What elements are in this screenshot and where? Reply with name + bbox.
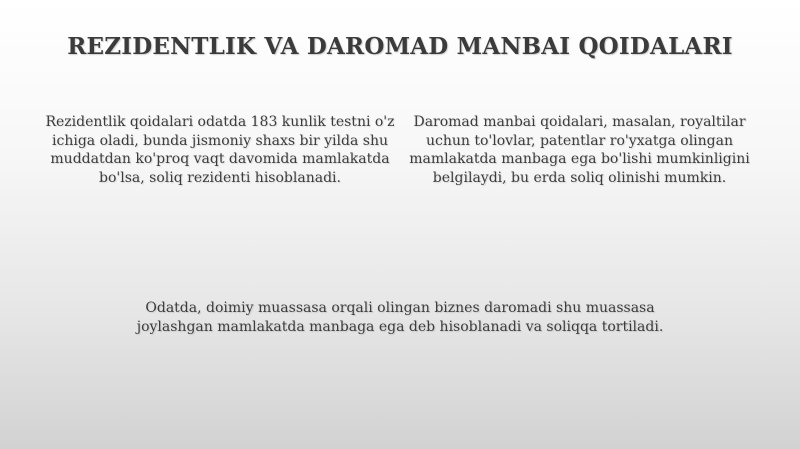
income-source-rules-text: Daromad manbai qoidalari, masalan, royaltilar uchun to'lovlar, patentlar ro'yxatga olingan mamlakatda manbaga ega bo'lishi mumkinligini belgilaydi, bu erda soliq olinishi mumkin. [409,114,750,186]
residency-rules-text: Rezidentlik qoidalari odatda 183 kunlik testni o'z ichiga oladi, bunda jismoniy shaxs bir yilda shu muddatdan ko'proq vaqt davomida mamlakatda bo'lsa, soliq rezidenti hisoblanadi. [45,114,395,186]
slide-title: REZIDENTLIK VA DAROMAD MANBAI QOIDALARI [67,33,733,60]
permanent-establishment-text: Odatda, doimiy muassasa orqali olingan biznes daromadi shu muassasa joylashgan mamlakatda manbaga ega deb hisoblanadi va soliqqa tortiladi. [136,300,664,335]
